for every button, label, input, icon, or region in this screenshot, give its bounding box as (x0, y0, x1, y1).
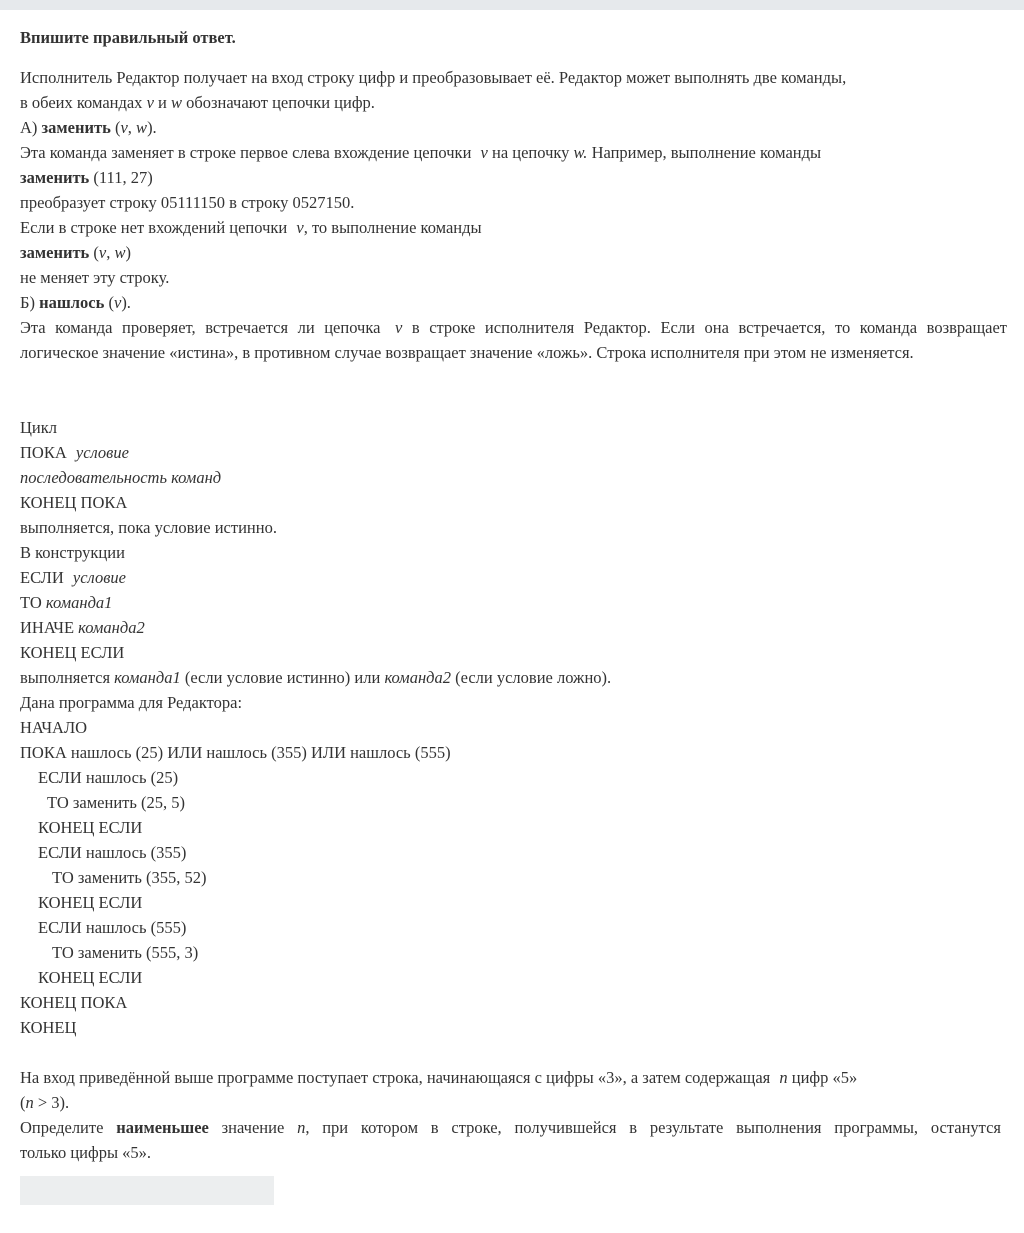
command-a-heading: А) заменить (v, w). (20, 118, 157, 137)
end-while-line: КОНЕЦ ПОКА (20, 493, 128, 512)
if-line: ЕСЛИ условие (20, 568, 126, 587)
task-instruction: Впишите правильный ответ. (20, 28, 236, 47)
program-line: КОНЕЦ ЕСЛИ (38, 968, 143, 987)
program-line: ТО заменить (25, 5) (47, 793, 186, 812)
program-line: ЕСЛИ нашлось (355) (38, 843, 187, 862)
program-line: КОНЕЦ (20, 1018, 77, 1037)
cycle-label: Цикл (20, 418, 57, 437)
sequence-line: последовательность команд (20, 468, 222, 487)
question-line: Определите наименьшее значение n, при котором в строке, получившейся в результате выполнения программы, останутся (20, 1118, 1001, 1137)
if-description: выполняется команда1 (если условие истинно) или команда2 (если условие ложно). (20, 668, 612, 687)
question-line: (n > 3). (20, 1093, 70, 1112)
answer-input[interactable] (20, 1176, 274, 1205)
end-if-line: КОНЕЦ ЕСЛИ (20, 643, 125, 662)
program-line: ЕСЛИ нашлось (25) (38, 768, 179, 787)
question-line: На вход приведённой выше программе поступает строка, начинающаяся с цифры «3», а затем содержащая n цифр «5» (20, 1068, 858, 1087)
top-bar (0, 0, 1024, 10)
program-line: КОНЕЦ ЕСЛИ (38, 818, 143, 837)
not-found-text: Если в строке нет вхождений цепочки v, то выполнение команды (20, 218, 482, 237)
command-b-description-2: логическое значение «истина», в противном случае возвращает значение «ложь». Строка исполнителя при этом не изменяется. (20, 343, 914, 362)
command-a-description: Эта команда заменяет в строке первое слева вхождение цепочки v на цепочку w. Например, выполнение команды (20, 143, 822, 162)
while-line: ПОКА условие (20, 443, 129, 462)
program-line: КОНЕЦ ЕСЛИ (38, 893, 143, 912)
program-line: ТО заменить (555, 3) (52, 943, 199, 962)
while-description: выполняется, пока условие истинно. (20, 518, 277, 537)
program-intro: Дана программа для Редактора: (20, 693, 243, 712)
intro-line: в обеих командах v и w обозначают цепочки цифр. (20, 93, 375, 112)
program-line: ЕСЛИ нашлось (555) (38, 918, 187, 937)
program-line: КОНЕЦ ПОКА (20, 993, 128, 1012)
then-line: ТО команда1 (20, 593, 113, 612)
program-line: ТО заменить (355, 52) (52, 868, 207, 887)
not-found-command: заменить (v, w) (20, 243, 132, 262)
example-command: заменить (111, 27) (20, 168, 153, 187)
in-construct-label: В конструкции (20, 543, 125, 562)
command-b-heading: Б) нашлось (v). (20, 293, 131, 312)
program-line: НАЧАЛО (20, 718, 88, 737)
not-found-result: не меняет эту строку. (20, 268, 170, 287)
program-line: ПОКА нашлось (25) ИЛИ нашлось (355) ИЛИ нашлось (555) (20, 743, 451, 762)
command-b-description: Эта команда проверяет, встречается ли цепочка v в строке исполнителя Редактор. Если она встречается, то команда возвращает (20, 318, 1008, 337)
question-line: только цифры «5». (20, 1143, 152, 1162)
else-line: ИНАЧЕ команда2 (20, 618, 145, 637)
example-result: преобразует строку 05111150 в строку 0527150. (20, 193, 355, 212)
intro-line: Исполнитель Редактор получает на вход строку цифр и преобразовывает её. Редактор может выполнять две команды, (20, 68, 847, 87)
